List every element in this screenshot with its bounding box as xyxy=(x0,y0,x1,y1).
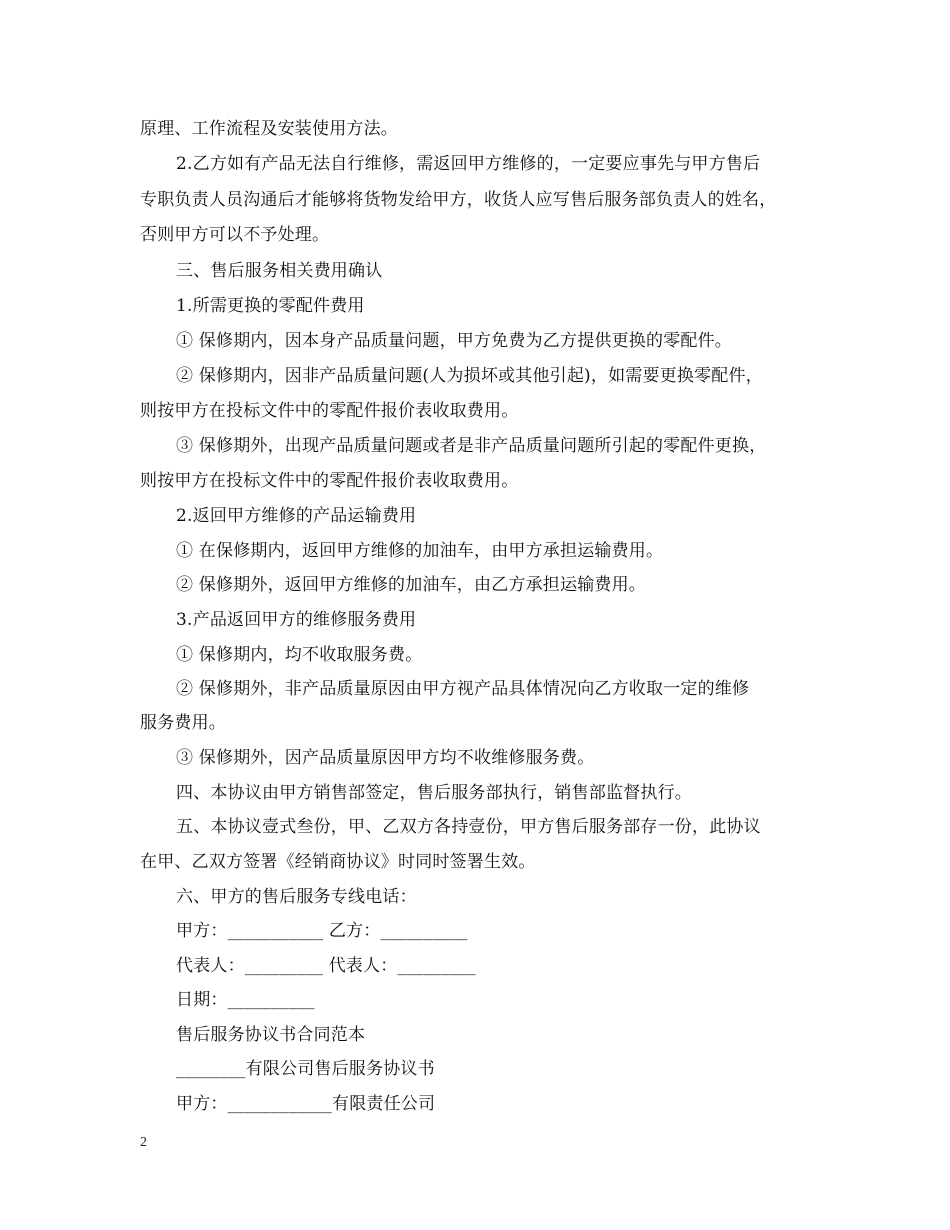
text-line: 则按甲方在投标文件中的零配件报价表收取费用。 xyxy=(140,401,519,421)
subsection-heading: 2.返回甲方维修的产品运输费用 xyxy=(176,506,417,526)
section-heading: 四、本协议由甲方销售部签定，售后服务部执行，销售部监督执行。 xyxy=(176,783,692,803)
text-line: ③ 保修期外，因产品质量原因甲方均不收维修服务费。 xyxy=(176,748,595,768)
text-line: 在甲、乙双方签署《经销商协议》时同时签署生效。 xyxy=(140,852,536,872)
text-line: 原理、工作流程及安装使用方法。 xyxy=(140,119,398,139)
text-line: 服务费用。 xyxy=(140,713,226,733)
agreement-title: ________有限公司售后服务协议书 xyxy=(176,1059,435,1079)
date-line: 日期：__________ xyxy=(176,990,315,1010)
subsection-heading: 3.产品返回甲方的维修服务费用 xyxy=(176,610,417,630)
page-number: 2 xyxy=(140,1135,147,1150)
text-line: ② 保修期外，非产品质量原因由甲方视产品具体情况向乙方收取一定的维修 xyxy=(176,679,750,699)
section-heading: 六、甲方的售后服务专线电话： xyxy=(176,887,417,907)
text-line: ② 保修期内，因非产品质量问题(人为损坏或其他引起)，如需要更换零配件， xyxy=(176,366,763,386)
text-line: ① 在保修期内，返回甲方维修的加油车，由甲方承担运输费用。 xyxy=(176,541,664,561)
section-heading: 三、售后服务相关费用确认 xyxy=(176,261,383,281)
text-line: 专职负责人员沟通后才能够将货物发给甲方，收货人应写售后服务部负责人的姓名， xyxy=(140,190,777,210)
section-heading: 五、本协议壹式叁份，甲、乙双方各持壹份，甲方售后服务部存一份，此协议 xyxy=(176,817,761,837)
text-line: ② 保修期外，返回甲方维修的加油车，由乙方承担运输费用。 xyxy=(176,575,647,595)
text-line: ③ 保修期外，出现产品质量问题或者是非产品质量问题所引起的零配件更换， xyxy=(176,436,767,456)
party-a-line: 甲方：____________有限责任公司 xyxy=(176,1094,436,1114)
subsection-heading: 1.所需更换的零配件费用 xyxy=(176,296,365,316)
text-line: 则按甲方在投标文件中的零配件报价表收取费用。 xyxy=(140,471,519,491)
text-line: ① 保修期内，均不收取服务费。 xyxy=(176,645,423,665)
text-line: 否则甲方可以不予处理。 xyxy=(140,225,330,245)
text-line: 2.乙方如有产品无法自行维修，需返回甲方维修的，一定要应事先与甲方售后 xyxy=(176,154,761,174)
signature-line: 甲方：___________ 乙方：__________ xyxy=(176,921,468,941)
document-title: 售后服务协议书合同范本 xyxy=(176,1025,366,1045)
text-line: ① 保修期内，因本身产品质量问题，甲方免费为乙方提供更换的零配件。 xyxy=(176,331,733,351)
representative-line: 代表人：_________ 代表人：_________ xyxy=(176,956,476,976)
